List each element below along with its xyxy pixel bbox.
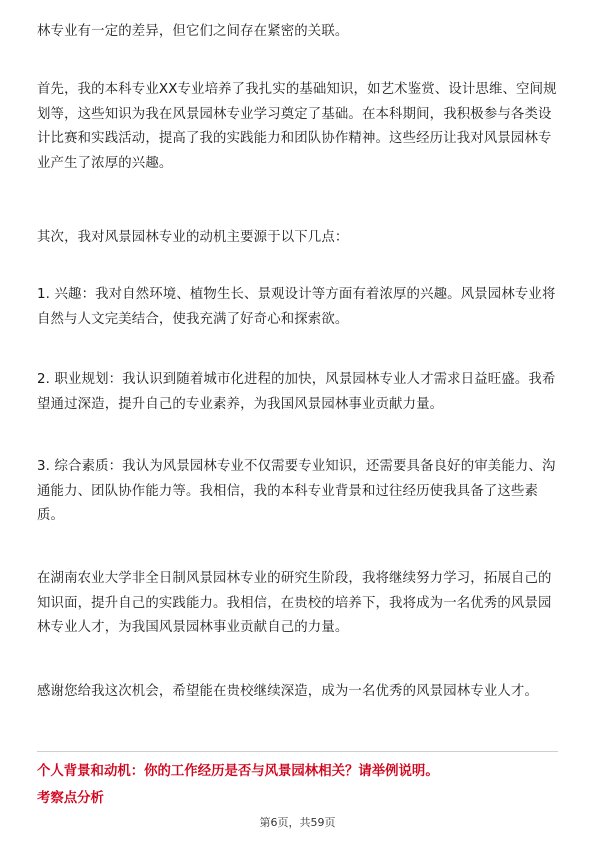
paragraph: 首先，我的本科专业XX专业培养了我扎实的基础知识，如艺术鉴赏、设计思维、空间规划等，这些知识为我在风景园林专业学习奠定了基础。在本科期间，我积极参与各类设计比赛和实践活动，提高了我的实践能力和团队协作精神。这些经历让我对风景园林专业产生了浓厚的兴趣。 [37, 82, 557, 171]
divider [37, 751, 558, 752]
paragraph: 在湖南农业大学非全日制风景园林专业的研究生阶段，我将继续努力学习，拓展自己的知识面，提升自己的实践能力。我相信，在贵校的培养下，我将成为一名优秀的风景园林专业人才，为我国风景园林事业贡献自己的力量。 [37, 571, 552, 635]
analysis-heading: 考察点分析 [37, 791, 104, 806]
question-heading: 个人背景和动机：你的工作经历是否与风景园林相关？请举例说明。 [37, 764, 439, 779]
paragraph: 1. 兴趣：我对自然环境、植物生长、景观设计等方面有着浓厚的兴趣。风景园林专业将自然与人文完美结合，使我充满了好奇心和探索欲。 [37, 287, 556, 327]
paragraph: 其次，我对风景园林专业的动机主要源于以下几点： [37, 230, 349, 245]
paragraph: 林专业有一定的差异，但它们之间存在紧密的关联。 [37, 24, 349, 39]
paragraph: 感谢您给我这次机会，希望能在贵校继续深造，成为一名优秀的风景园林专业人才。 [37, 684, 539, 699]
paragraph: 2. 职业规划：我认识到随着城市化进程的加快，风景园林专业人才需求日益旺盛。我希望通过深造，提升自己的专业素养，为我国风景园林事业贡献力量。 [37, 372, 556, 412]
page-number: 第6页，共59页 [259, 816, 336, 829]
paragraph: 3. 综合素质：我认为风景园林专业不仅需要专业知识，还需要具备良好的审美能力、沟通能力、团队协作能力等。我相信，我的本科专业背景和过往经历使我具备了这些素质。 [37, 459, 556, 523]
